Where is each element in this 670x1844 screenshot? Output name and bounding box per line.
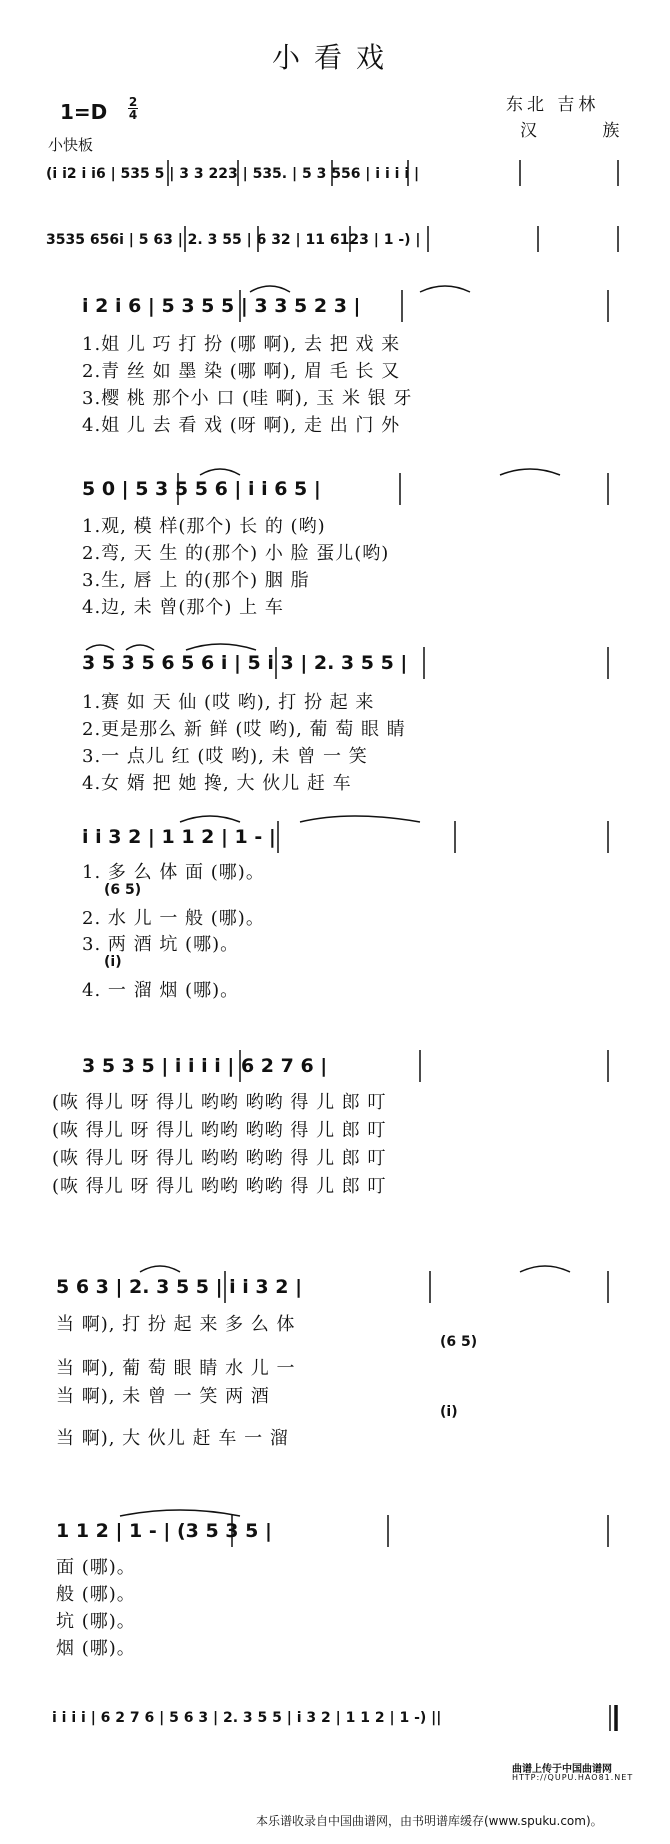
section4-lyric-4: 4. 一 溜 烟 (哪)。 <box>82 980 240 1001</box>
slur <box>200 469 240 475</box>
slur <box>120 1510 240 1516</box>
section3-lyric-3: 3.一 点儿 红 (哎 哟), 未 曾 一 笑 <box>82 746 368 767</box>
key-signature: 1=D <box>60 100 108 124</box>
section4-notes: i i 3 2 | 1 1 2 | 1 - | <box>82 826 276 848</box>
slur <box>420 286 470 292</box>
slur <box>186 644 256 650</box>
section3-lyric-1: 1.赛 如 天 仙 (哎 哟), 打 扮 起 来 <box>82 692 375 713</box>
section2-notes: 5 0 | 5 3 5 5 6 | i i 6 5 | <box>82 478 321 500</box>
section6-lyric-2: 当 啊), 葡 萄 眼 睛 水 儿 一 <box>56 1358 296 1379</box>
slur <box>126 645 154 650</box>
section1-notes: i 2 i 6 | 5 3 5 5 | 3 3 5 2 3 | <box>82 295 361 317</box>
region-label: 东北 吉林 <box>506 95 600 115</box>
section5-notes: 3 5 3 5 | i i i i | 6 2 7 6 | <box>82 1055 328 1077</box>
section1-lyric-4: 4.姐 儿 去 看 戏 (呀 啊), 走 出 门 外 <box>82 415 401 436</box>
section4-lyric-1: 1. 多 么 体 面 (哪)。 <box>82 862 265 883</box>
section2-lyric-4: 4.边, 未 曾(那个) 上 车 <box>82 597 284 618</box>
section7-lyric-2: 般 (哪)。 <box>56 1584 136 1605</box>
ethnicity-label: 汉 族 <box>520 121 650 141</box>
section1-lyric-1: 1.姐 儿 巧 打 扮 (哪 啊), 去 把 戏 来 <box>82 334 401 355</box>
intro-line-1: (i i2 i i6 | 535 5 | 3 3 223 | 535. | 5 3 556 | i i i i | <box>46 166 420 182</box>
section6-variant-1: (6 5) <box>440 1334 478 1350</box>
section2-lyric-2: 2.弯, 天 生 的(那个) 小 脸 蛋儿(哟) <box>82 543 390 564</box>
tempo-marking: 小快板 <box>48 136 94 154</box>
time-signature-bottom: 4 <box>128 108 138 122</box>
section6-notes: 5 6 3 | 2. 3 5 5 | i i 3 2 | <box>56 1276 303 1298</box>
section8-notes: i i i i | 6 2 7 6 | 5 6 3 | 2. 3 5 5 | i 3 2 | 1 1 2 | 1 -) || <box>52 1710 442 1726</box>
section6-lyric-1: 当 啊), 打 扮 起 来 多 么 体 <box>56 1314 296 1335</box>
slur <box>250 286 290 292</box>
section2-lyric-3: 3.生, 唇 上 的(那个) 胭 脂 <box>82 570 310 591</box>
section4-lyric-3: 3. 两 酒 坑 (哪)。 <box>82 934 240 955</box>
section6-lyric-4: 当 啊), 大 伙儿 赶 车 一 溜 <box>56 1428 289 1449</box>
section5-lyric-4: (咴 得儿 呀 得儿 哟哟 哟哟 得 儿 郎 叮 <box>52 1176 387 1197</box>
site-url: HTTP://QUPU.HAO81.NET <box>512 1773 634 1782</box>
time-signature-top: 2 <box>128 95 138 109</box>
section5-lyric-2: (咴 得儿 呀 得儿 哟哟 哟哟 得 儿 郎 叮 <box>52 1120 387 1141</box>
section7-lyric-1: 面 (哪)。 <box>56 1557 136 1578</box>
section6-lyric-3: 当 啊), 未 曾 一 笑 两 酒 <box>56 1386 270 1407</box>
section5-lyric-3: (咴 得儿 呀 得儿 哟哟 哟哟 得 儿 郎 叮 <box>52 1148 387 1169</box>
section4-variant-2: (i) <box>104 954 122 970</box>
section5-lyric-1: (咴 得儿 呀 得儿 哟哟 哟哟 得 儿 郎 叮 <box>52 1092 387 1113</box>
section4-lyric-2: 2. 水 儿 一 般 (哪)。 <box>82 908 265 929</box>
source-note: 本乐谱收录自中国曲谱网，由书明谱库缓存(www.spuku.com)。 <box>256 1814 603 1828</box>
section6-variant-2: (i) <box>440 1404 458 1420</box>
slur <box>86 645 114 650</box>
slur <box>140 1266 180 1272</box>
site-name: 曲谱上传于中国曲谱网 <box>512 1764 612 1775</box>
section7-notes: 1 1 2 | 1 - | (3 5 3 5 | <box>56 1520 272 1542</box>
section3-lyric-2: 2.更是那么 新 鲜 (哎 哟), 葡 萄 眼 睛 <box>82 719 406 740</box>
slur <box>500 469 560 475</box>
section3-notes: 3 5 3 5 6 5 6 i | 5 i 3 | 2. 3 5 5 | <box>82 652 408 674</box>
slur <box>300 816 420 822</box>
slur <box>180 816 240 822</box>
section3-lyric-4: 4.女 婿 把 她 搀, 大 伙儿 赶 车 <box>82 773 352 794</box>
section7-lyric-4: 烟 (哪)。 <box>56 1638 136 1659</box>
section1-lyric-3: 3.樱 桃 那个小 口 (哇 啊), 玉 米 银 牙 <box>82 388 413 409</box>
section7-lyric-3: 坑 (哪)。 <box>56 1611 136 1632</box>
section2-lyric-1: 1.观, 模 样(那个) 长 的 (哟) <box>82 516 326 537</box>
section4-variant-1: (6 5) <box>104 882 142 898</box>
section1-lyric-2: 2.青 丝 如 墨 染 (哪 啊), 眉 毛 长 又 <box>82 361 401 382</box>
slur <box>520 1266 570 1272</box>
intro-line-2: 3535 656i | 5 63 | 2. 3 55 | 6 32 | 11 6123 | 1 -) | <box>46 232 421 248</box>
page-title: 小看戏 <box>271 41 398 74</box>
